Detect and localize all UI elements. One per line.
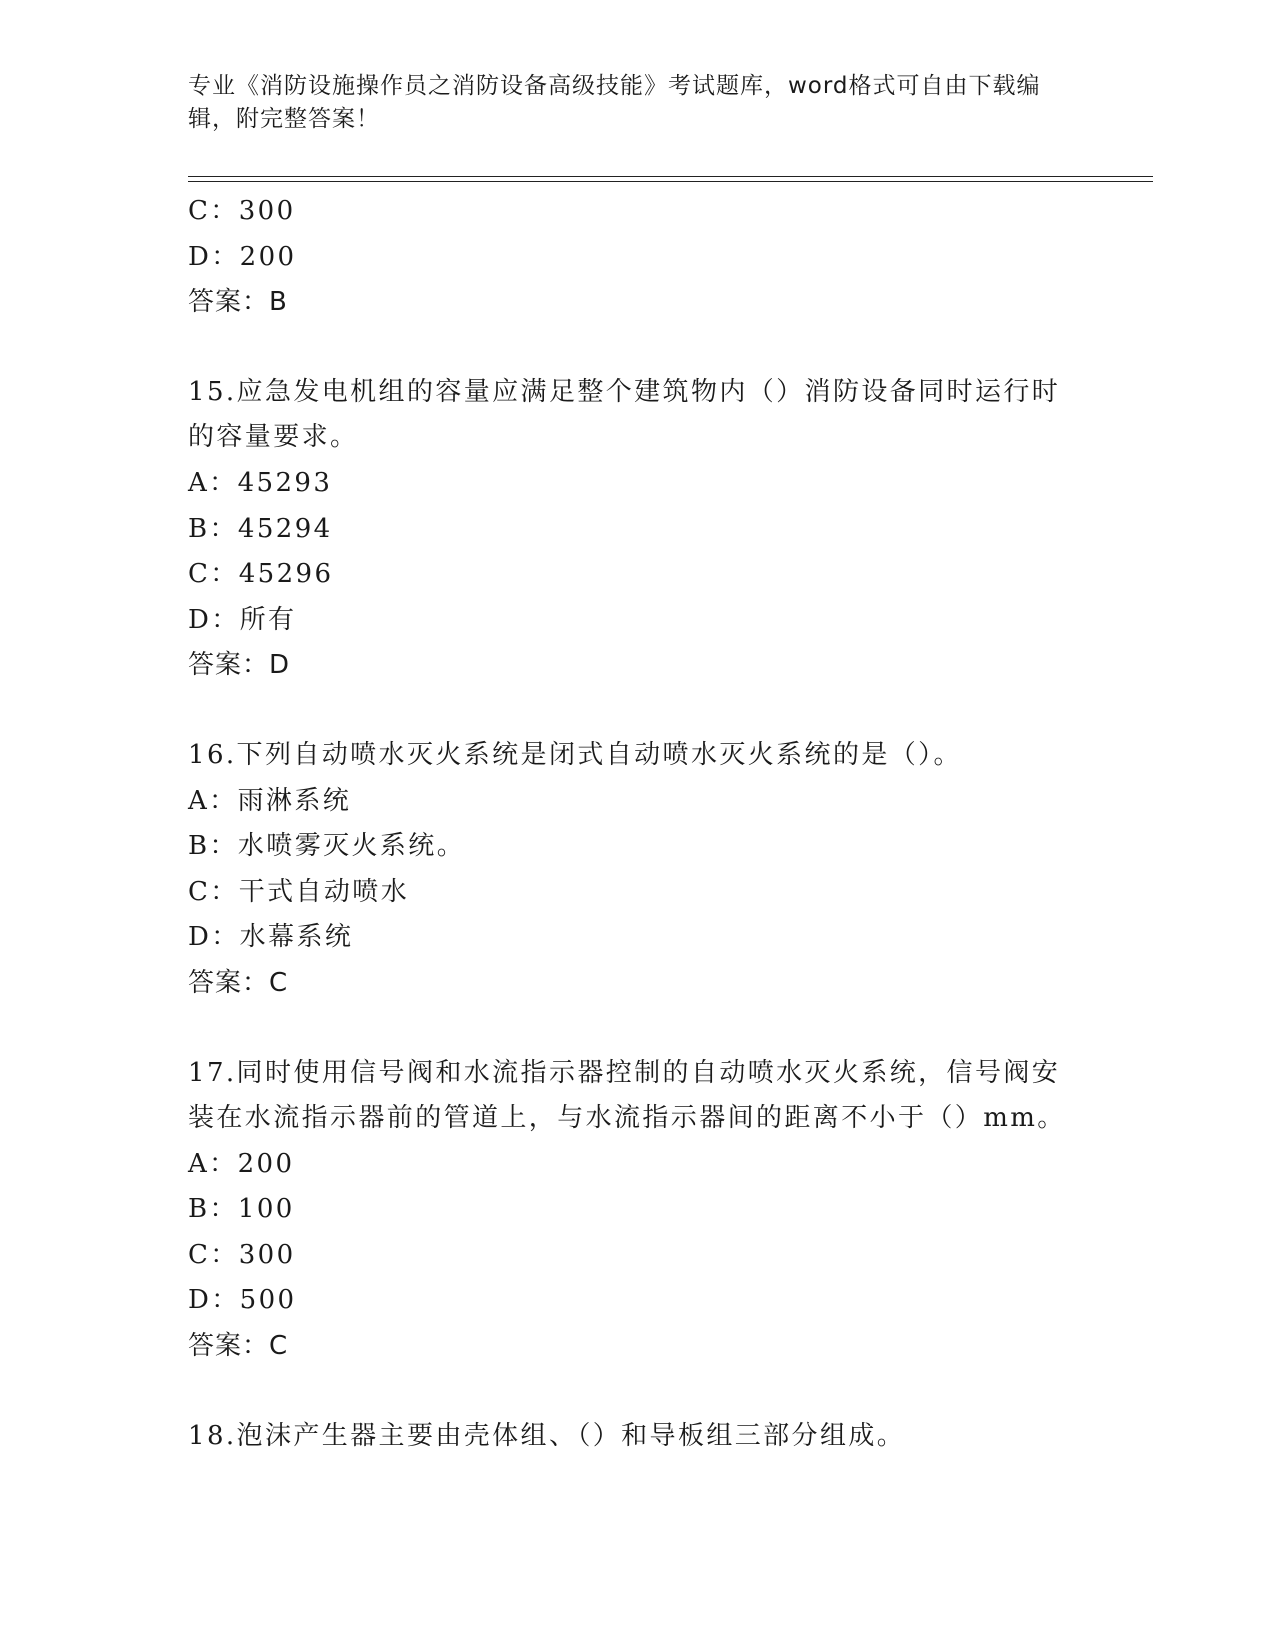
answer-line: 答案：C [188,1331,289,1362]
spacer [188,326,1088,370]
question-16 [188,733,1088,1007]
question-15 [188,370,1088,689]
answer-line: 答案：B [188,287,288,318]
option-b: B：水喷雾灭火系统。 [188,831,466,862]
question-text-line: 15.应急发电机组的容量应满足整个建筑物内（）消防设备同时运行时 [188,376,1061,407]
question-18 [188,1414,1088,1460]
spacer [188,689,1088,733]
header-line-2: 辑，附完整答案！ [188,106,380,132]
question-text-line: 18.泡沫产生器主要由壳体组、（）和导板组三部分组成。 [188,1420,906,1451]
option-c: C：300 [188,196,296,226]
option-c: C：300 [188,1239,296,1270]
question-text-line: 装在水流指示器前的管道上，与水流指示器间的距离不小于（）mm。 [188,1103,1066,1134]
option-d: D：200 [188,241,297,272]
header-divider-top [188,176,1153,177]
document-header [188,70,1088,136]
spacer [188,1007,1088,1051]
option-c: C：干式自动喷水 [188,876,410,907]
question-list [188,189,1088,1459]
option-c: C：45296 [188,559,334,590]
option-d: D：所有 [188,604,297,635]
spacer [188,1370,1088,1414]
question-text-line: 16.下列自动喷水灭火系统是闭式自动喷水灭火系统的是（）。 [188,739,962,770]
answer-line: 答案：C [188,967,289,998]
option-d: D：500 [188,1285,297,1316]
answer-line: 答案：D [188,650,291,681]
option-b: B：45294 [188,513,333,544]
option-d: D：水幕系统 [188,922,354,953]
question-text-line: 17.同时使用信号阀和水流指示器控制的自动喷水灭火系统，信号阀安 [188,1057,1061,1088]
option-b: B：100 [188,1194,295,1225]
question-17 [188,1051,1088,1370]
option-a: A：200 [188,1148,295,1179]
question-text-line: 的容量要求。 [188,422,359,453]
option-a: A：45293 [188,467,333,498]
option-a: A：雨淋系统 [188,785,352,816]
header-divider-bottom [188,181,1153,182]
question-fragment [188,189,1088,326]
header-line-1: 专业《消防设施操作员之消防设备高级技能》考试题库，word格式可自由下载编 [188,73,1041,99]
